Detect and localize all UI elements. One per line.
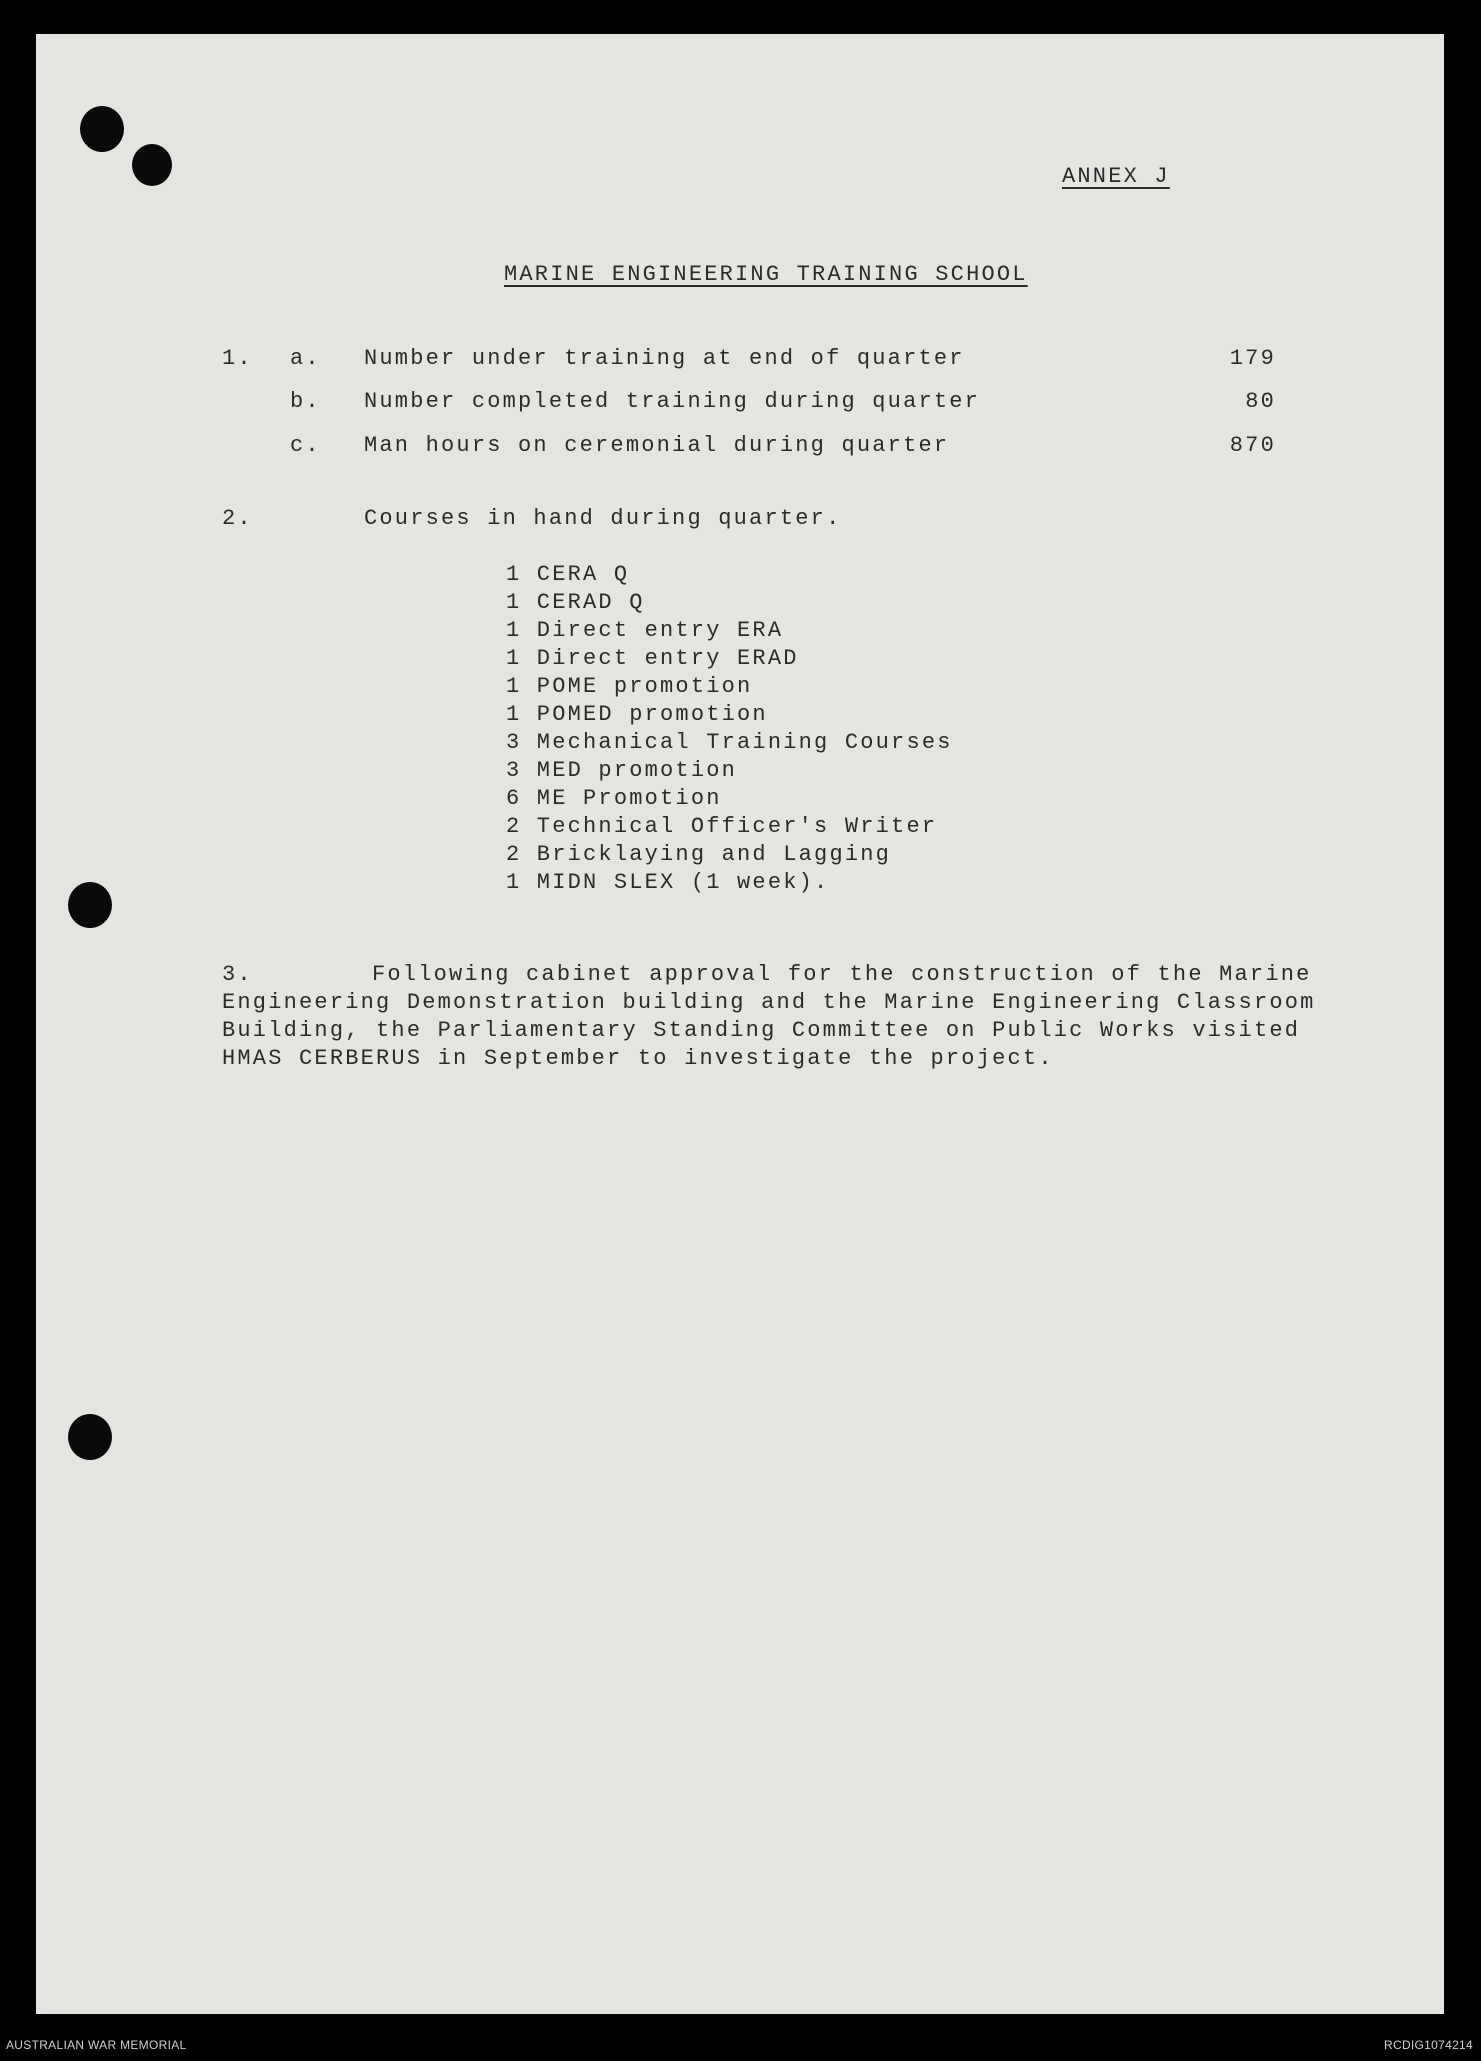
course-item: 6 ME Promotion xyxy=(506,786,722,811)
document-page xyxy=(36,34,1444,2014)
paragraph-line: Engineering Demonstration building and the Marine Engineering Classroom xyxy=(222,990,1316,1015)
section-number: 3. xyxy=(222,962,253,987)
footer-credit: AUSTRALIAN WAR MEMORIAL xyxy=(6,2038,187,2052)
item-text: Number completed training during quarter xyxy=(364,389,981,414)
item-value: 870 xyxy=(1229,433,1276,458)
item-text: Man hours on ceremonial during quarter xyxy=(364,433,950,458)
course-item: 3 Mechanical Training Courses xyxy=(506,730,953,755)
course-item: 1 MIDN SLEX (1 week). xyxy=(506,870,830,895)
course-item: 1 CERAD Q xyxy=(506,590,645,615)
item-letter: a. xyxy=(290,346,321,371)
section-number: 2. xyxy=(222,506,253,531)
course-item: 2 Bricklaying and Lagging xyxy=(506,842,892,867)
item-value: 179 xyxy=(1229,346,1276,371)
item-text: Number under training at end of quarter xyxy=(364,346,965,371)
course-item: 1 Direct entry ERA xyxy=(506,618,784,643)
course-item: 2 Technical Officer's Writer xyxy=(506,814,938,839)
item-letter: c. xyxy=(290,433,321,458)
item-letter: b. xyxy=(290,389,321,414)
course-item: 1 POMED promotion xyxy=(506,702,768,727)
item-value: 80 xyxy=(1245,389,1276,414)
page-title: MARINE ENGINEERING TRAINING SCHOOL xyxy=(504,262,1028,287)
section-number: 1. xyxy=(222,346,253,371)
paragraph-line: Building, the Parliamentary Standing Committee on Public Works visited xyxy=(222,1018,1301,1043)
course-item: 3 MED promotion xyxy=(506,758,738,783)
annex-label: ANNEX J xyxy=(1062,164,1170,189)
paragraph-line: Following cabinet approval for the construction of the Marine xyxy=(372,962,1312,987)
course-item: 1 Direct entry ERAD xyxy=(506,646,799,671)
section-heading: Courses in hand during quarter. xyxy=(364,506,842,531)
course-item: 1 POME promotion xyxy=(506,674,753,699)
course-item: 1 CERA Q xyxy=(506,562,630,587)
paragraph-line: HMAS CERBERUS in September to investigate the project. xyxy=(222,1046,1054,1071)
footer-record-id: RCDIG1074214 xyxy=(1384,2038,1473,2052)
